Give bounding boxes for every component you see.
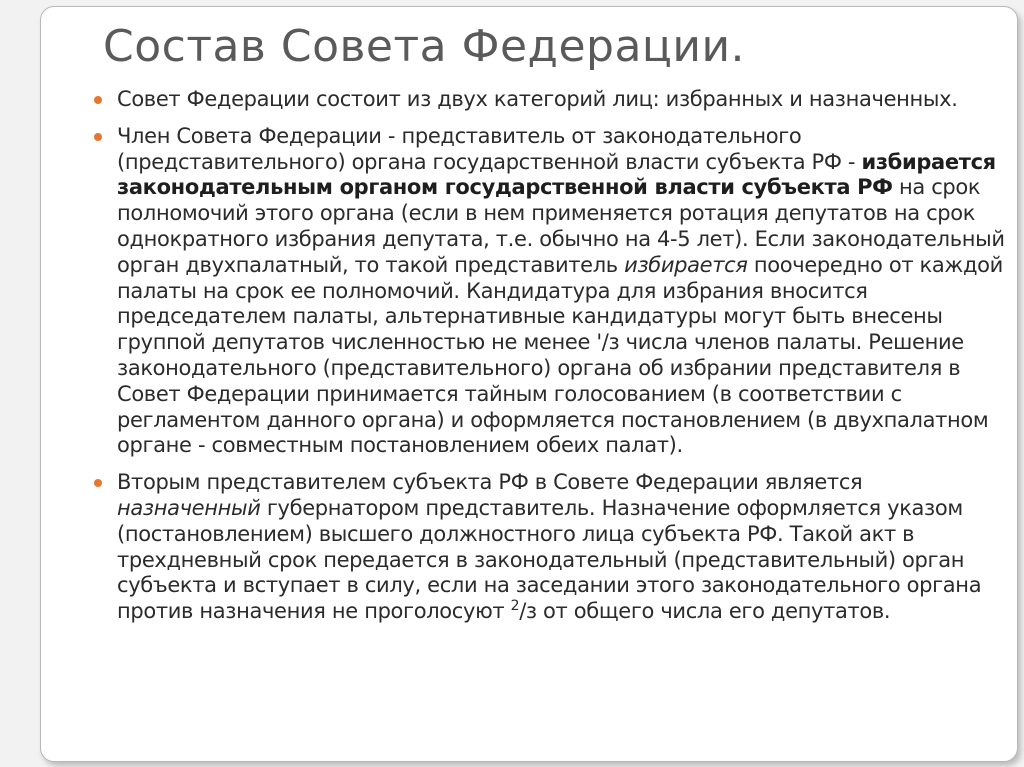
bullet-item-composition — [89, 87, 1009, 113]
bullet-item-appointed-member — [89, 470, 1009, 625]
bullet-text: на срок полномочий этого органа (если в нем применяется ротация депутатов на срок однократного избрания депутата, т.е. обычно на 4-5 лет). Если законодательный орган двухпалатный, то такой представитель — [117, 175, 1005, 277]
bullet-text: губернатором представитель. Назначение оформляется указом (постановлением) высшего должностного лица субъекта РФ. Такой акт в трехдневный срок передается в законодательный (представительный) орган субъекта и вступает в силу, если на заседании этого законодательного органа против назначения не проголосуют — [117, 495, 982, 624]
bullet-text: поочередно от каждой палаты на срок ее полномочий. Кандидатура для избрания вносится председателем палаты, альтернативные кандидатуры могут быть внесены группой депутатов численностью не менее '/з числа членов палаты. Решение законодательного (представительного) органа об избрании представителя в Совет Федерации принимается тайным голосованием (в соответствии с регламентом данного органа) и оформляется постановлением (в двухпалатном органе - совместным постановлением обеих палат). — [117, 252, 1003, 458]
bullet-text: /з от общего числа его депутатов. — [519, 599, 891, 624]
bullet-text: Вторым представителем субъекта РФ в Совете Федерации является — [117, 470, 863, 495]
italic-emphasis: избирается — [624, 252, 748, 277]
italic-emphasis: назначенный — [117, 495, 261, 520]
slide-title: Состав Совета Федерации. — [103, 21, 746, 72]
bullet-text: Член Совета Федерации - представитель от законодательного (представительного) органа государственной власти субъекта РФ - — [117, 123, 862, 174]
bullet-text: Совет Федерации состоит из двух категорий лиц: избранных и назначенных. — [117, 87, 958, 111]
superscript-number: 2 — [510, 598, 520, 615]
bullet-dot-icon — [94, 479, 102, 487]
bullet-dot-icon — [94, 96, 102, 104]
bullet-dot-icon — [94, 133, 102, 141]
slide-card — [40, 6, 1018, 762]
bold-emphasis: избирается законодательным органом государственной власти субъекта РФ — [117, 149, 996, 200]
bullet-item-elected-member — [89, 124, 1009, 459]
bullet-list — [89, 87, 1009, 636]
